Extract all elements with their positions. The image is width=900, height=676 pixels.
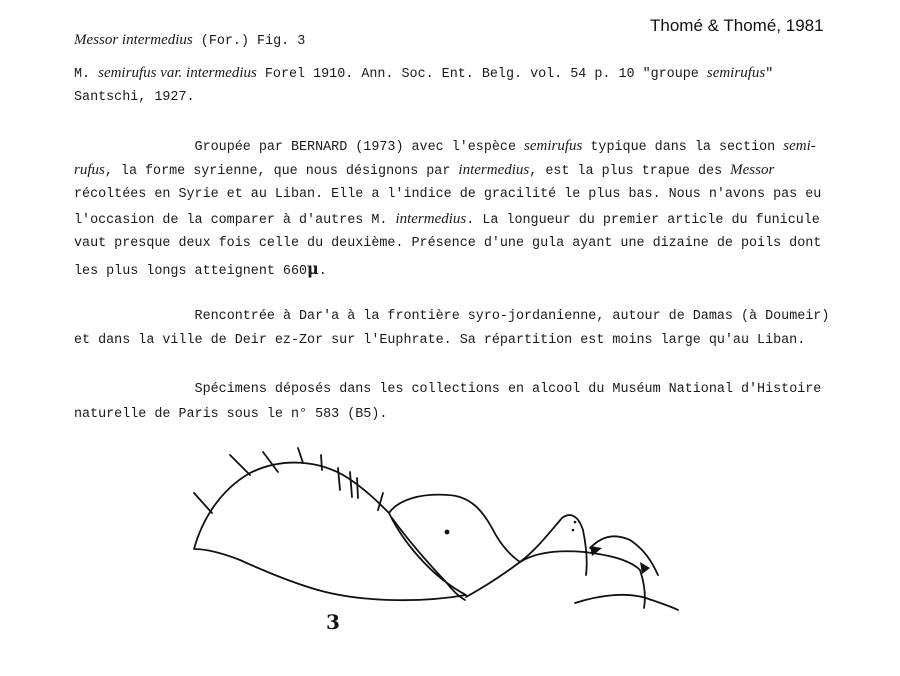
micron-symbol: μ (307, 259, 319, 278)
taxon-name: intermedius (395, 211, 467, 227)
para3-line-2: naturelle de Paris sous le n° 583 (B5). (74, 407, 388, 422)
figure-number: 3 (326, 610, 340, 634)
petiole-outline (466, 515, 587, 597)
text-run: . (318, 264, 327, 279)
gaster-outline (575, 595, 678, 610)
text-run: " (765, 67, 774, 82)
taxon-name: intermedius (458, 162, 530, 178)
pronotum-outline (194, 463, 466, 601)
postpetiole-outline (520, 551, 645, 608)
text-run: Forel 1910. Ann. Soc. Ent. Belg. vol. 54 p. 10 "groupe (256, 67, 707, 82)
credit-label: Thomé & Thomé, 1981 (650, 16, 824, 35)
taxon-name: semirufus var. intermedius (98, 65, 257, 81)
taxon-name: semi- (783, 138, 816, 154)
taxon-name: rufus (74, 162, 105, 178)
text-run: , la forme syrienne, que nous désignons par (104, 164, 459, 179)
text-run: les plus longs atteignent 660 (74, 264, 308, 279)
text-run: Groupée par BERNARD (1973) avec l'espèce (194, 140, 525, 155)
propodeum-outline (389, 495, 520, 562)
text-run: Spécimens déposés dans les collections en alcool du Muséum National d'Histoire (194, 382, 822, 397)
species-name: Messor intermedius (74, 32, 193, 48)
text-run: . La longueur du premier article du funicule (466, 213, 820, 228)
taxon-name: semirufus (706, 65, 766, 81)
text-run: Rencontrée à Dar'a à la frontière syro-jordanienne, autour de Damas (à Doumeir) (194, 309, 830, 324)
text-run: l'occasion de la comparer à d'autres M. (74, 213, 396, 228)
species-title-rest: (For.) Fig. 3 (192, 34, 306, 49)
para1-line-3: récoltées en Syrie et au Liban. Elle a l'indice de gracilité le plus bas. Nous n'avons pas eu (74, 187, 822, 202)
para2-line-2: et dans la ville de Deir ez-Zor sur l'Euphrate. Sa répartition est moins large qu'au Liban. (74, 333, 806, 348)
text-run: typique dans la section (582, 140, 784, 155)
para1-line-5: vaut presque deux fois celle du deuxième. Présence d'une gula ayant une dizaine de poils dont (74, 236, 822, 251)
text-run: M. (74, 67, 99, 82)
text-run: , est la plus trapue des (529, 164, 731, 179)
taxon-name: Messor (730, 162, 775, 178)
taxon-name: semirufus (524, 138, 583, 154)
synonymy-line-2: Santschi, 1927. (74, 90, 195, 105)
